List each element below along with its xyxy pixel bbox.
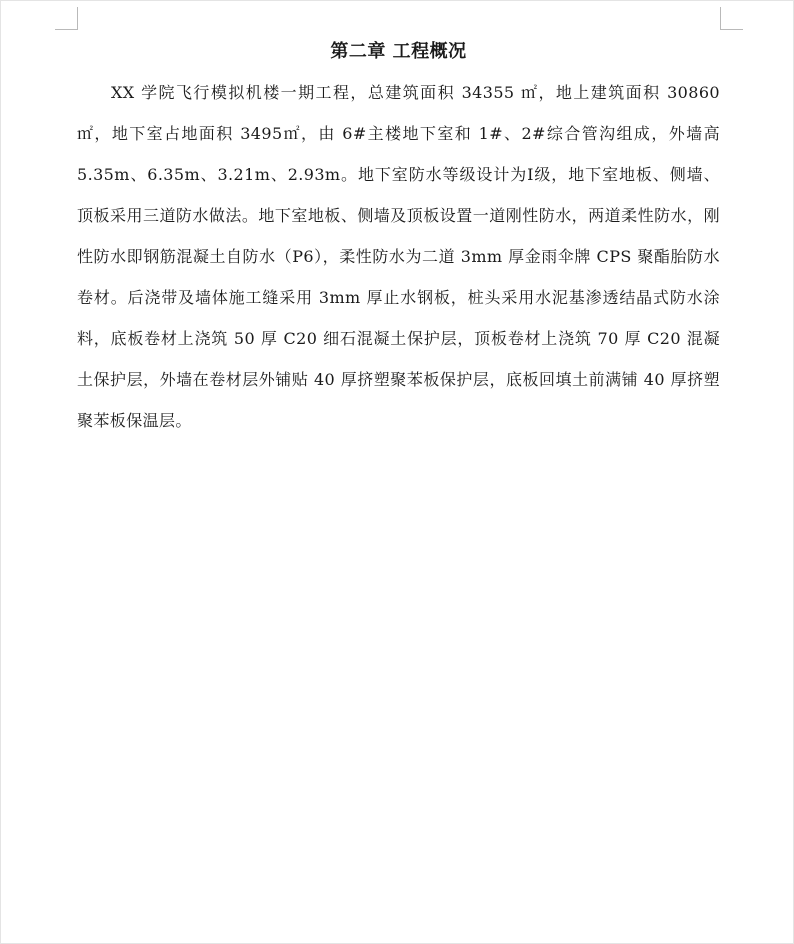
page-corner-mark-top-left	[55, 7, 78, 30]
page-corner-mark-top-right	[720, 7, 743, 30]
chapter-heading[interactable]: 第二章 工程概况	[330, 41, 467, 62]
body-paragraph[interactable]: XX 学院飞行模拟机楼一期工程，总建筑面积 34355 ㎡，地上建筑面积 30860 ㎡，地下室占地面积 3495㎡，由 6#主楼地下室和 1#、2#综合管沟组成，外墙高 5.35m、6.35m、3.21m、2.93m。地下室防水等级设计为Ⅰ级，地下室地板、侧墙、顶板采用三道防水做法。地下室地板、侧墙及顶板设置一道刚性防水，两道柔性防水，刚性防水即钢筋混凝土自防水（P6），柔性防水为二道 3mm 厚金雨伞牌 CPS 聚酯胎防水卷材。后浇带及墙体施工缝采用 3mm 厚止水钢板，桩头采用水泥基渗透结晶式防水涂料，底板卷材上浇筑 50 厚 C20 细石混凝土保护层，顶板卷材上浇筑 70 厚 C20 混凝土保护层，外墙在卷材层外铺贴 40 厚挤塑聚苯板保护层，底板回填土前满铺 40 厚挤塑聚苯板保温层。	[77, 83, 720, 430]
